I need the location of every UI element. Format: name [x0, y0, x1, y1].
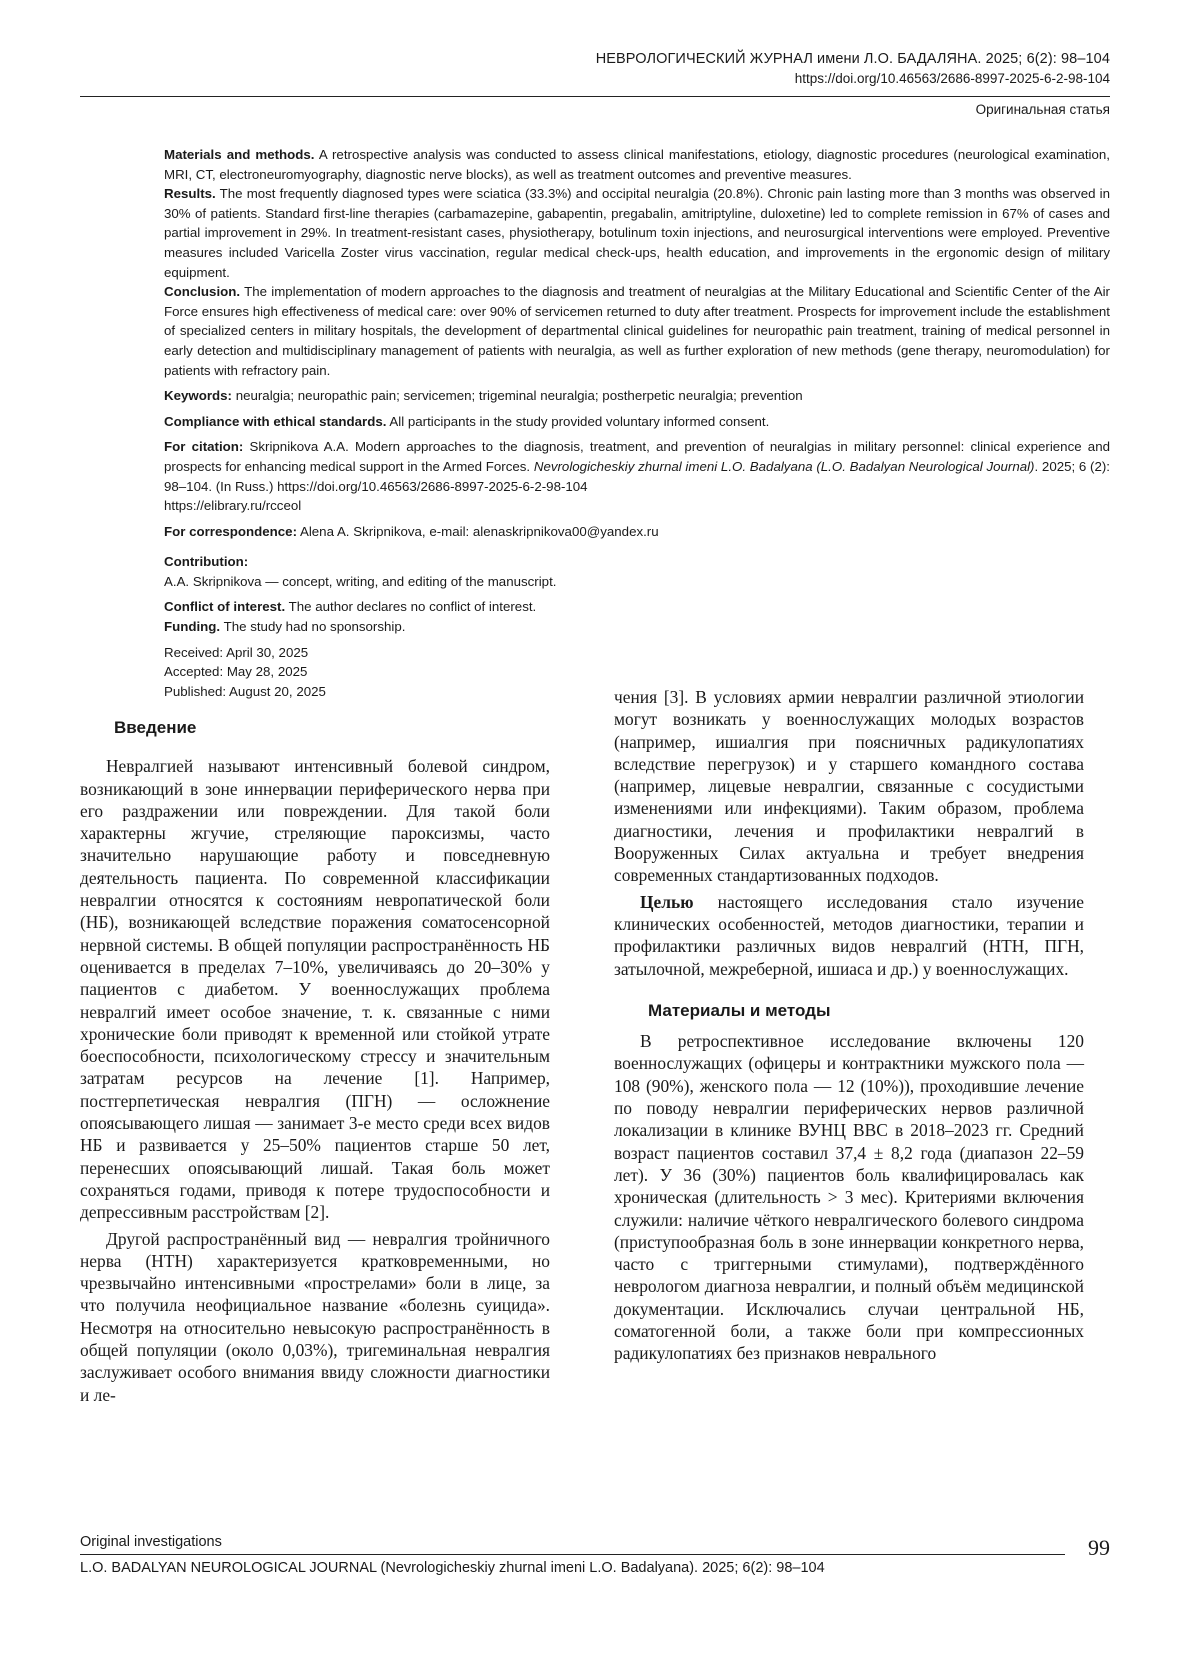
left-column: [80, 717, 550, 1406]
aim-label: Целью: [640, 891, 694, 912]
conclusion-label: Conclusion.: [164, 284, 241, 300]
citation: [164, 437, 1110, 515]
keywords: [164, 386, 1110, 406]
funding-text: The study had no sponsorship.: [223, 619, 406, 635]
correspondence-label: For correspondence:: [164, 523, 297, 539]
ethics-label: Compliance with ethical standards.: [164, 413, 387, 429]
methods-text: A retrospective analysis was conducted to assess clinical manifestations, etiology, diagnostic procedures (neurological examination, MRI, CT, electroneuromyography, diagnostic nerve blocks), as well as treatment outcomes and preventive measures.: [164, 147, 1110, 182]
ethics-statement: [164, 412, 1110, 432]
citation-url[interactable]: https://elibrary.ru/rcceol: [164, 498, 302, 514]
intro-heading: Введение: [114, 718, 197, 737]
page-number: 99: [1088, 1535, 1110, 1560]
article-type-label: Оригинальная статья: [975, 102, 1110, 117]
keywords-text: neuralgia; neuropathic pain; servicemen; trigeminal neuralgia; postherpetic neuralgia; prevention: [235, 388, 803, 404]
correspondence-text: Alena A. Skripnikova, e-mail: alenaskripnikova00@yandex.ru: [299, 523, 659, 539]
intro-paragraph-1: Невралгией называют интенсивный болевой синдром, возникающий в зоне иннервации периферического нерва при его раздражении или повреждении. Для такой боли характерны жгучие, стреляющие пароксизмы, часто значительно нарушающие работу и повседневную деятельность пациента. По современной классификации невралгии относятся к состояниям невропатической боли (НБ), возникающей вследствие поражения соматосенсорной нервной системы. В общей популяции распространённость НБ оценивается в пределах 7–10%, увеличиваясь до 20–30% у пациентов с диабетом. У военнослужащих проблема невралгий имеет особое значение, т. к. связанные с ними хронические боли приводят к временной или стойкой утрате боеспособности, психологическому стрессу и значительным затратам ресурсов на лечение [1]. Например, постгерпетическая невралгия (ПГН) — осложнение опоясывающего лишая — занимает 3-е место среди всех видов НБ и развивается у 25–50% пациентов старше 50 лет, перенесших опоясывающий лишай. Такая боль может сохраняться годами, приводя к потере трудоспособности и депрессивным расстройствам [2].: [80, 756, 550, 1223]
funding-label: Funding.: [164, 619, 221, 635]
intro-paragraph-2: Другой распространённый вид — невралгия тройничного нерва (НТН) характеризуется кратковременными, но чрезвычайно интенсивными «прострелами» боли в лице, за что получила неофициальное название «болезнь суицида». Несмотря на относительно невысокую распространённость в общей популяции (около 0,03%), тригеминальная невралгия заслуживает особого внимания ввиду сложности диагностики и ле-: [80, 1228, 550, 1405]
ethics-text: All participants in the study provided voluntary informed consent.: [389, 413, 770, 429]
conflict-of-interest: [164, 597, 1110, 617]
accepted-date: Accepted: May 28, 2025: [164, 664, 308, 680]
published-date: Published: August 20, 2025: [164, 683, 326, 699]
results-text: The most frequently diagnosed types were sciatica (33.3%) and occipital neuralgia (20.8%). Chronic pain lasting more than 3 months was observed in 30% of patients. Standard first-line therapies (carbamazepine, gabapentin, pregabalin, amitriptyline, duloxetine) led to complete remission in 67% of cases and partial improvement in 29%. In treatment-resistant cases, physiotherapy, botulinum toxin injections, and neurosurgical interventions were employed. Preventive measures included Varicella Zoster virus vaccination, regular medical check-ups, health education, and improvements in the ergonomic design of military equipment.: [164, 186, 1110, 280]
header-divider: [80, 96, 1110, 97]
footer-journal-title: L.O. BADALYAN NEUROLOGICAL JOURNAL (Nevrologicheskiy zhurnal imeni L.O. Badalyana). 2025; 6(2): 98–104: [80, 1560, 825, 1576]
results-label: Results.: [164, 186, 216, 202]
citation-journal: Nevrologicheskiy zhurnal imeni L.O. Badalyana (L.O. Badalyan Neurological Journal): [533, 458, 1035, 474]
header-doi-link[interactable]: https://doi.org/10.46563/2686-8997-2025-6-2-98-104: [794, 71, 1110, 86]
citation-text: Skripnikova A.A. Modern approaches to the diagnosis, treatment, and prevention of neuralgias in military personnel: clinical experience and prospects for enhancing medical support in the Armed Forces.: [164, 439, 1110, 474]
citation-label: For citation:: [164, 439, 244, 455]
abstract-block: [164, 145, 1110, 701]
citation-tail: . 2025; 6 (2): 98–104. (In Russ.) https://doi.org/10.46563/2686-8997-2025-6-2-98-104: [164, 458, 1110, 494]
continued-paragraph: чения [3]. В условиях армии невралгии различной этиологии могут возникать у военнослужащих молодых возрастов (например, ишиалгия при поясничных радикулопатиях вследствие перегрузок) и у старшего командного состава (например, лицевые невралгии, связанные с сосудистыми изменениями или инфекциями). Таким образом, проблема диагностики, лечения и профилактики невралгий в Вооруженных Силах актуальна и требует внедрения современных стандартизованных подходов.: [614, 687, 1084, 886]
methods-label: Materials and methods.: [164, 147, 315, 162]
funding: [164, 617, 1110, 637]
aim-paragraph: [614, 891, 1084, 980]
conflict-text: The author declares no conflict of interest.: [288, 599, 537, 615]
contribution: [164, 552, 1110, 591]
conflict-label: Conflict of interest.: [164, 599, 286, 615]
contribution-label: Contribution:: [164, 554, 249, 570]
contribution-text: A.A. Skripnikova — concept, writing, and editing of the manuscript.: [164, 573, 557, 589]
received-date: Received: April 30, 2025: [164, 644, 309, 660]
footer-divider: [80, 1554, 1065, 1555]
keywords-label: Keywords:: [164, 388, 232, 404]
aim-text: настоящего исследования стало изучение клинических особенностей, методов диагностики, терапии и профилактики различных видов невралгий (НТН, ПГН, затылочной, межреберной, ишиаса и др.) у военнослужащих.: [614, 891, 1084, 979]
abstract-conclusion: [164, 282, 1110, 380]
footer-section-label: Original investigations: [80, 1534, 222, 1550]
right-column: [614, 686, 1084, 1365]
methods-paragraph-1: В ретроспективное исследование включены 120 военнослужащих (офицеры и контрактники мужского пола — 108 (90%), женского пола — 12 (10%)), проходившие лечение по поводу невралгии периферических нервов различной локализации в клинике ВУНЦ ВВС в 2018–2023 гг. Средний возраст пациентов составил 37,4 ± 8,2 года (диапазон 22–59 лет). У 36 (30%) пациентов боль квалифицировалась как хроническая (длительность > 3 мес). Критериями включения служили: наличие чёткого невралгического болевого синдрома (приступообразная боль в зоне иннервации конкретного нерва, часто с триггерными стимулами), подтверждённого неврологом диагноза невралгии, и полный объём медицинской документации. Исключались случаи центральной НБ, соматогенной боли, а также боли при компрессионных радикулопатиях без признаков неврального: [614, 1031, 1084, 1364]
running-header: [80, 50, 1110, 88]
conclusion-text: The implementation of modern approaches to the diagnosis and treatment of neuralgias at the Military Educational and Scientific Center of the Air Force ensures high effectiveness of medical care: over 90% of servicemen returned to duty after treatment. Prospects for improvement include the establishment of specialized centers in military hospitals, the development of departmental clinical guidelines for neuropathic pain treatment, training of medical personnel in early detection and multidisciplinary management of patients with neuralgia, as well as further exploration of new methods (gene therapy, neuromodulation) for patients with refractory pain.: [164, 284, 1110, 378]
header-journal-title: НЕВРОЛОГИЧЕСКИЙ ЖУРНАЛ имени Л.О. БАДАЛЯНА. 2025; 6(2): 98–104: [595, 51, 1110, 67]
abstract-results: [164, 184, 1110, 282]
abstract-methods: [164, 145, 1110, 184]
methods-heading: Материалы и методы: [648, 1000, 831, 1020]
correspondence: [164, 522, 1110, 542]
